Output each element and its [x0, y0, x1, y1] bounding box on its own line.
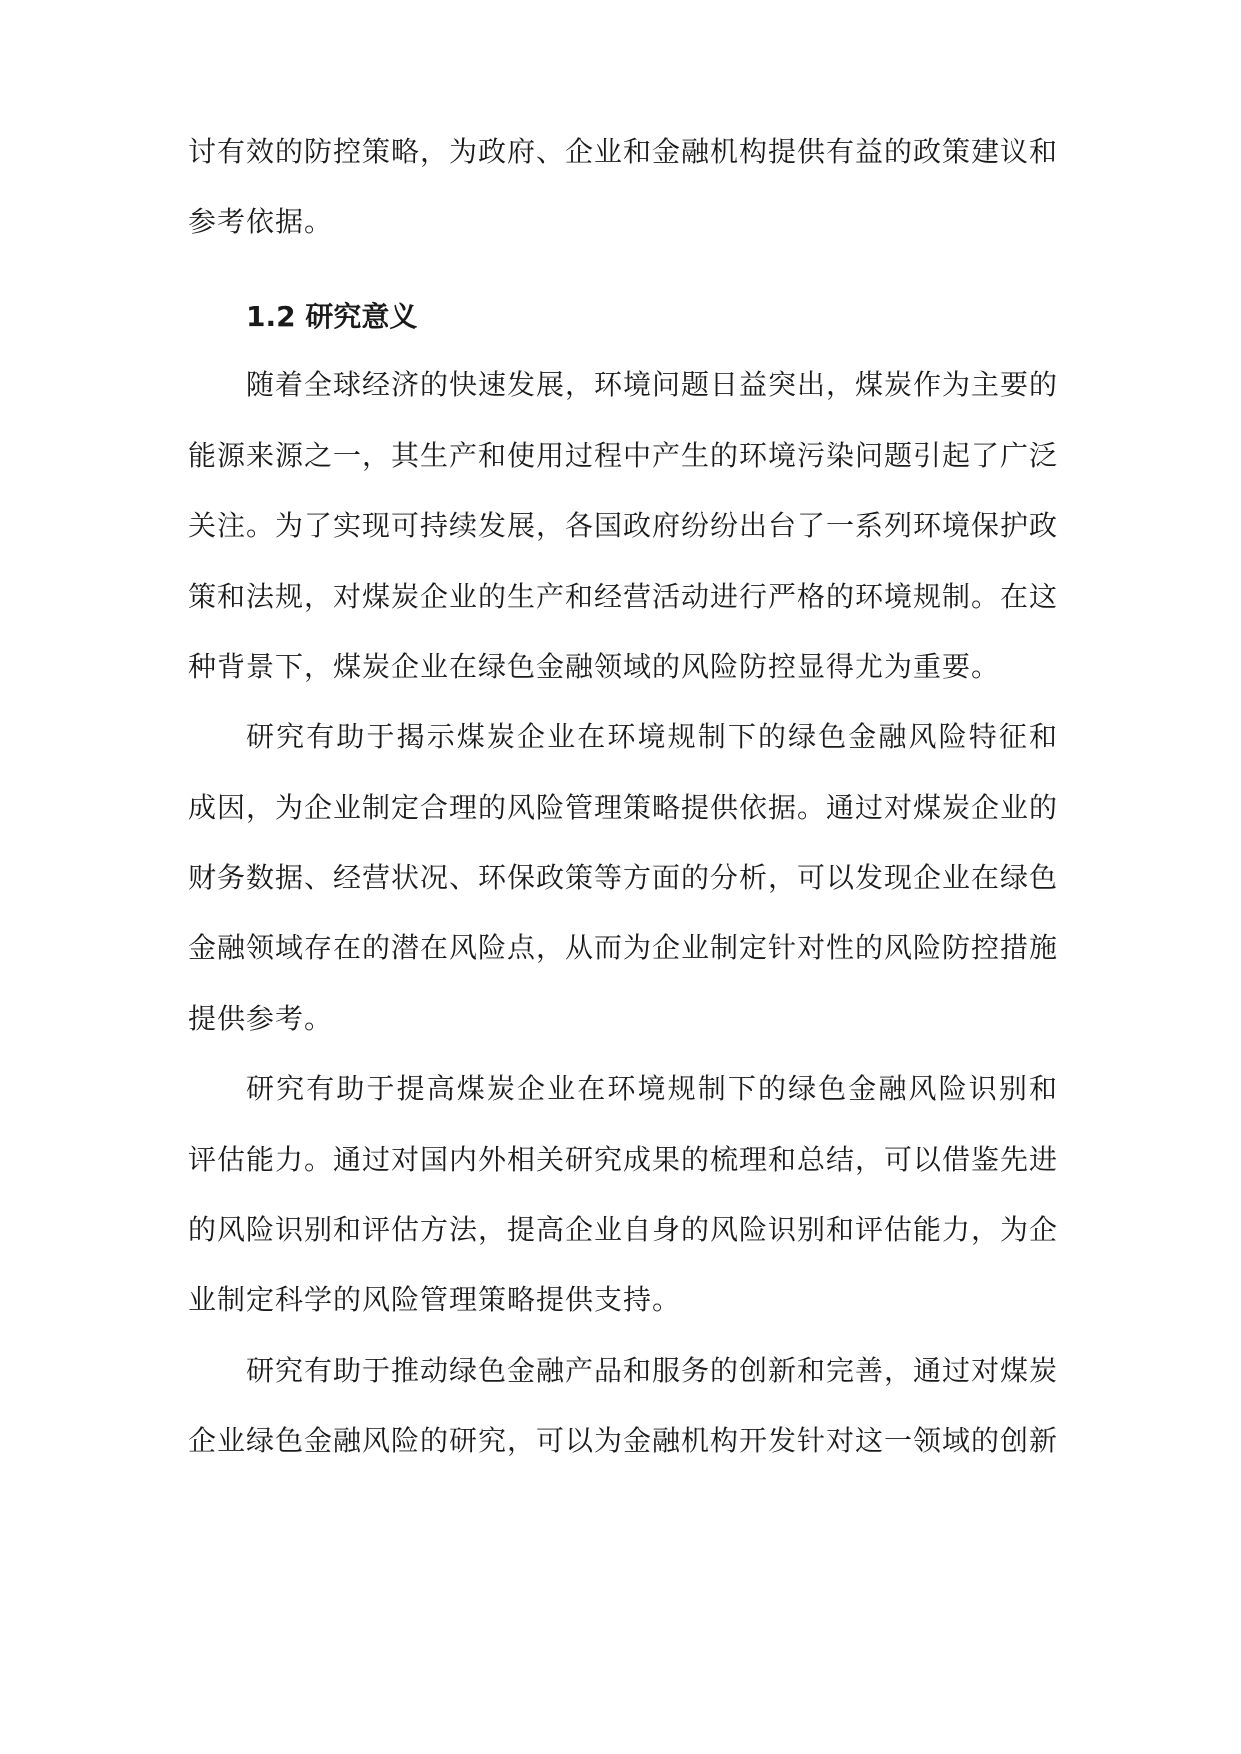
paragraph-first-line: 研究有助于推动绿色金融产品和服务的创新和完善，通过对煤炭 [246, 1354, 1059, 1387]
body-text-line: 能源来源之一，其生产和使用过程中产生的环境污染问题引起了广泛 [188, 439, 1059, 472]
paragraph-first-line: 研究有助于揭示煤炭企业在环境规制下的绿色金融风险特征和 [246, 720, 1058, 753]
body-text-line: 种背景下，煤炭企业在绿色金融领域的风险防控显得尤为重要。 [188, 650, 1001, 683]
body-text-line: 金融领域存在的潜在风险点，从而为企业制定针对性的风险防控措施 [188, 931, 1059, 964]
body-text-line: 财务数据、经营状况、环保政策等方面的分析，可以发现企业在绿色 [188, 861, 1059, 894]
body-text-line: 业制定科学的风险管理策略提供支持。 [188, 1283, 682, 1316]
body-text-line: 策和法规，对煤炭企业的生产和经营活动进行严格的环境规制。在这 [188, 580, 1059, 613]
body-text-line: 评估能力。通过对国内外相关研究成果的梳理和总结，可以借鉴先进 [188, 1143, 1059, 1176]
body-text-line: 提供参考。 [188, 1002, 334, 1035]
body-text-line: 关注。为了实现可持续发展，各国政府纷纷出台了一系列环境保护政 [188, 509, 1059, 542]
section-heading: 1.2 研究意义 [246, 300, 418, 333]
paragraph-first-line: 随着全球经济的快速发展，环境问题日益突出，煤炭作为主要的 [246, 368, 1059, 401]
body-text-line: 企业绿色金融风险的研究，可以为金融机构开发针对这一领域的创新 [188, 1424, 1059, 1457]
paragraph-first-line: 研究有助于提高煤炭企业在环境规制下的绿色金融风险识别和 [246, 1072, 1058, 1105]
body-text-line: 的风险识别和评估方法，提高企业自身的风险识别和评估能力，为企 [188, 1213, 1059, 1246]
body-text-line: 成因，为企业制定合理的风险管理策略提供依据。通过对煤炭企业的 [188, 791, 1059, 824]
body-text-line: 参考依据。 [188, 205, 334, 238]
body-text-line: 讨有效的防控策略，为政府、企业和金融机构提供有益的政策建议和 [188, 135, 1059, 168]
